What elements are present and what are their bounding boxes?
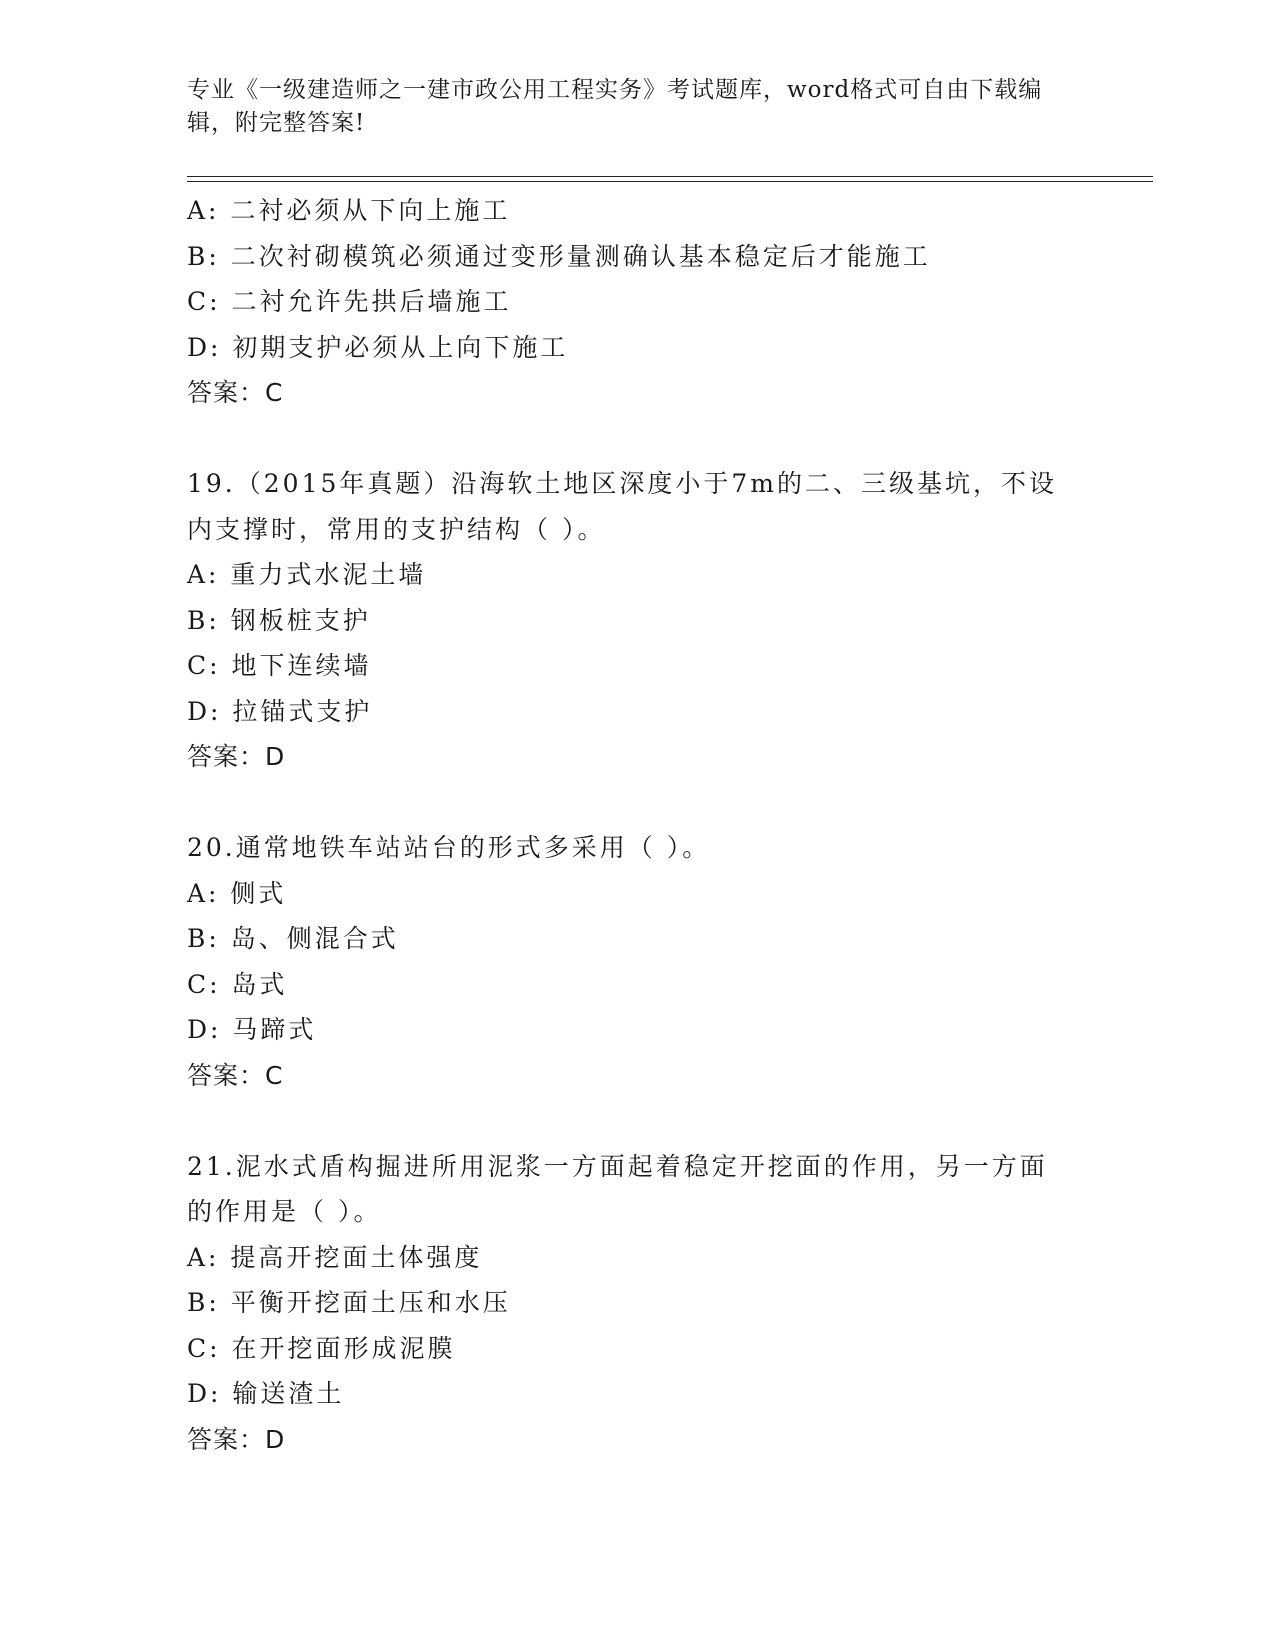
header-rule-top [187,176,1153,177]
header-text: 专业《一级建造师之一建市政公用工程实务》考试题库，word格式可自由下载编辑，附完整答案! [187,77,1043,136]
question-21 [187,1144,1087,1463]
option-c: C: 地下连续墙 [187,651,372,680]
document-header [187,74,1067,140]
question-19 [187,461,1087,780]
answer: 答案：C [187,1060,284,1090]
header-rule-bottom [187,181,1153,182]
question-stem-continued: 的作用是（ ）。 [187,1197,382,1226]
answer: 答案：D [187,1424,286,1454]
spacer [187,416,1087,462]
option-a: A: 提高开挖面土体强度 [187,1242,483,1272]
spacer [187,1098,1087,1144]
option-d: D: 初期支护必须从上向下施工 [187,332,569,362]
question-18 [187,188,1087,416]
question-stem: 19.（2015年真题）沿海软土地区深度小于7m的二、三级基坑，不设 [187,469,1057,498]
question-stem-continued: 内支撑时，常用的支护结构（ ）。 [187,514,606,544]
option-b: B: 平衡开挖面土压和水压 [187,1288,511,1317]
answer: 答案：C [187,378,284,407]
spacer [187,780,1087,826]
option-a: A: 重力式水泥土墙 [187,560,427,589]
option-c: C: 二衬允许先拱后墙施工 [187,287,512,316]
question-list [187,188,1087,1462]
option-b: B: 二次衬砌模筑必须通过变形量测确认基本稳定后才能施工 [187,241,931,271]
question-20 [187,825,1087,1098]
question-stem: 21.泥水式盾构掘进所用泥浆一方面起着稳定开挖面的作用，另一方面 [187,1151,1048,1181]
answer: 答案：D [187,742,286,771]
option-b: B: 岛、侧混合式 [187,924,399,953]
question-stem: 20.通常地铁车站站台的形式多采用（ ）。 [187,833,711,862]
option-c: C: 岛式 [187,969,288,999]
option-d: D: 输送渣土 [187,1379,345,1408]
option-d: D: 拉锚式支护 [187,696,373,726]
option-b: B: 钢板桩支护 [187,605,371,635]
option-a: A: 二衬必须从下向上施工 [187,196,511,225]
option-d: D: 马蹄式 [187,1015,317,1044]
option-c: C: 在开挖面形成泥膜 [187,1333,456,1363]
option-a: A: 侧式 [187,878,287,908]
